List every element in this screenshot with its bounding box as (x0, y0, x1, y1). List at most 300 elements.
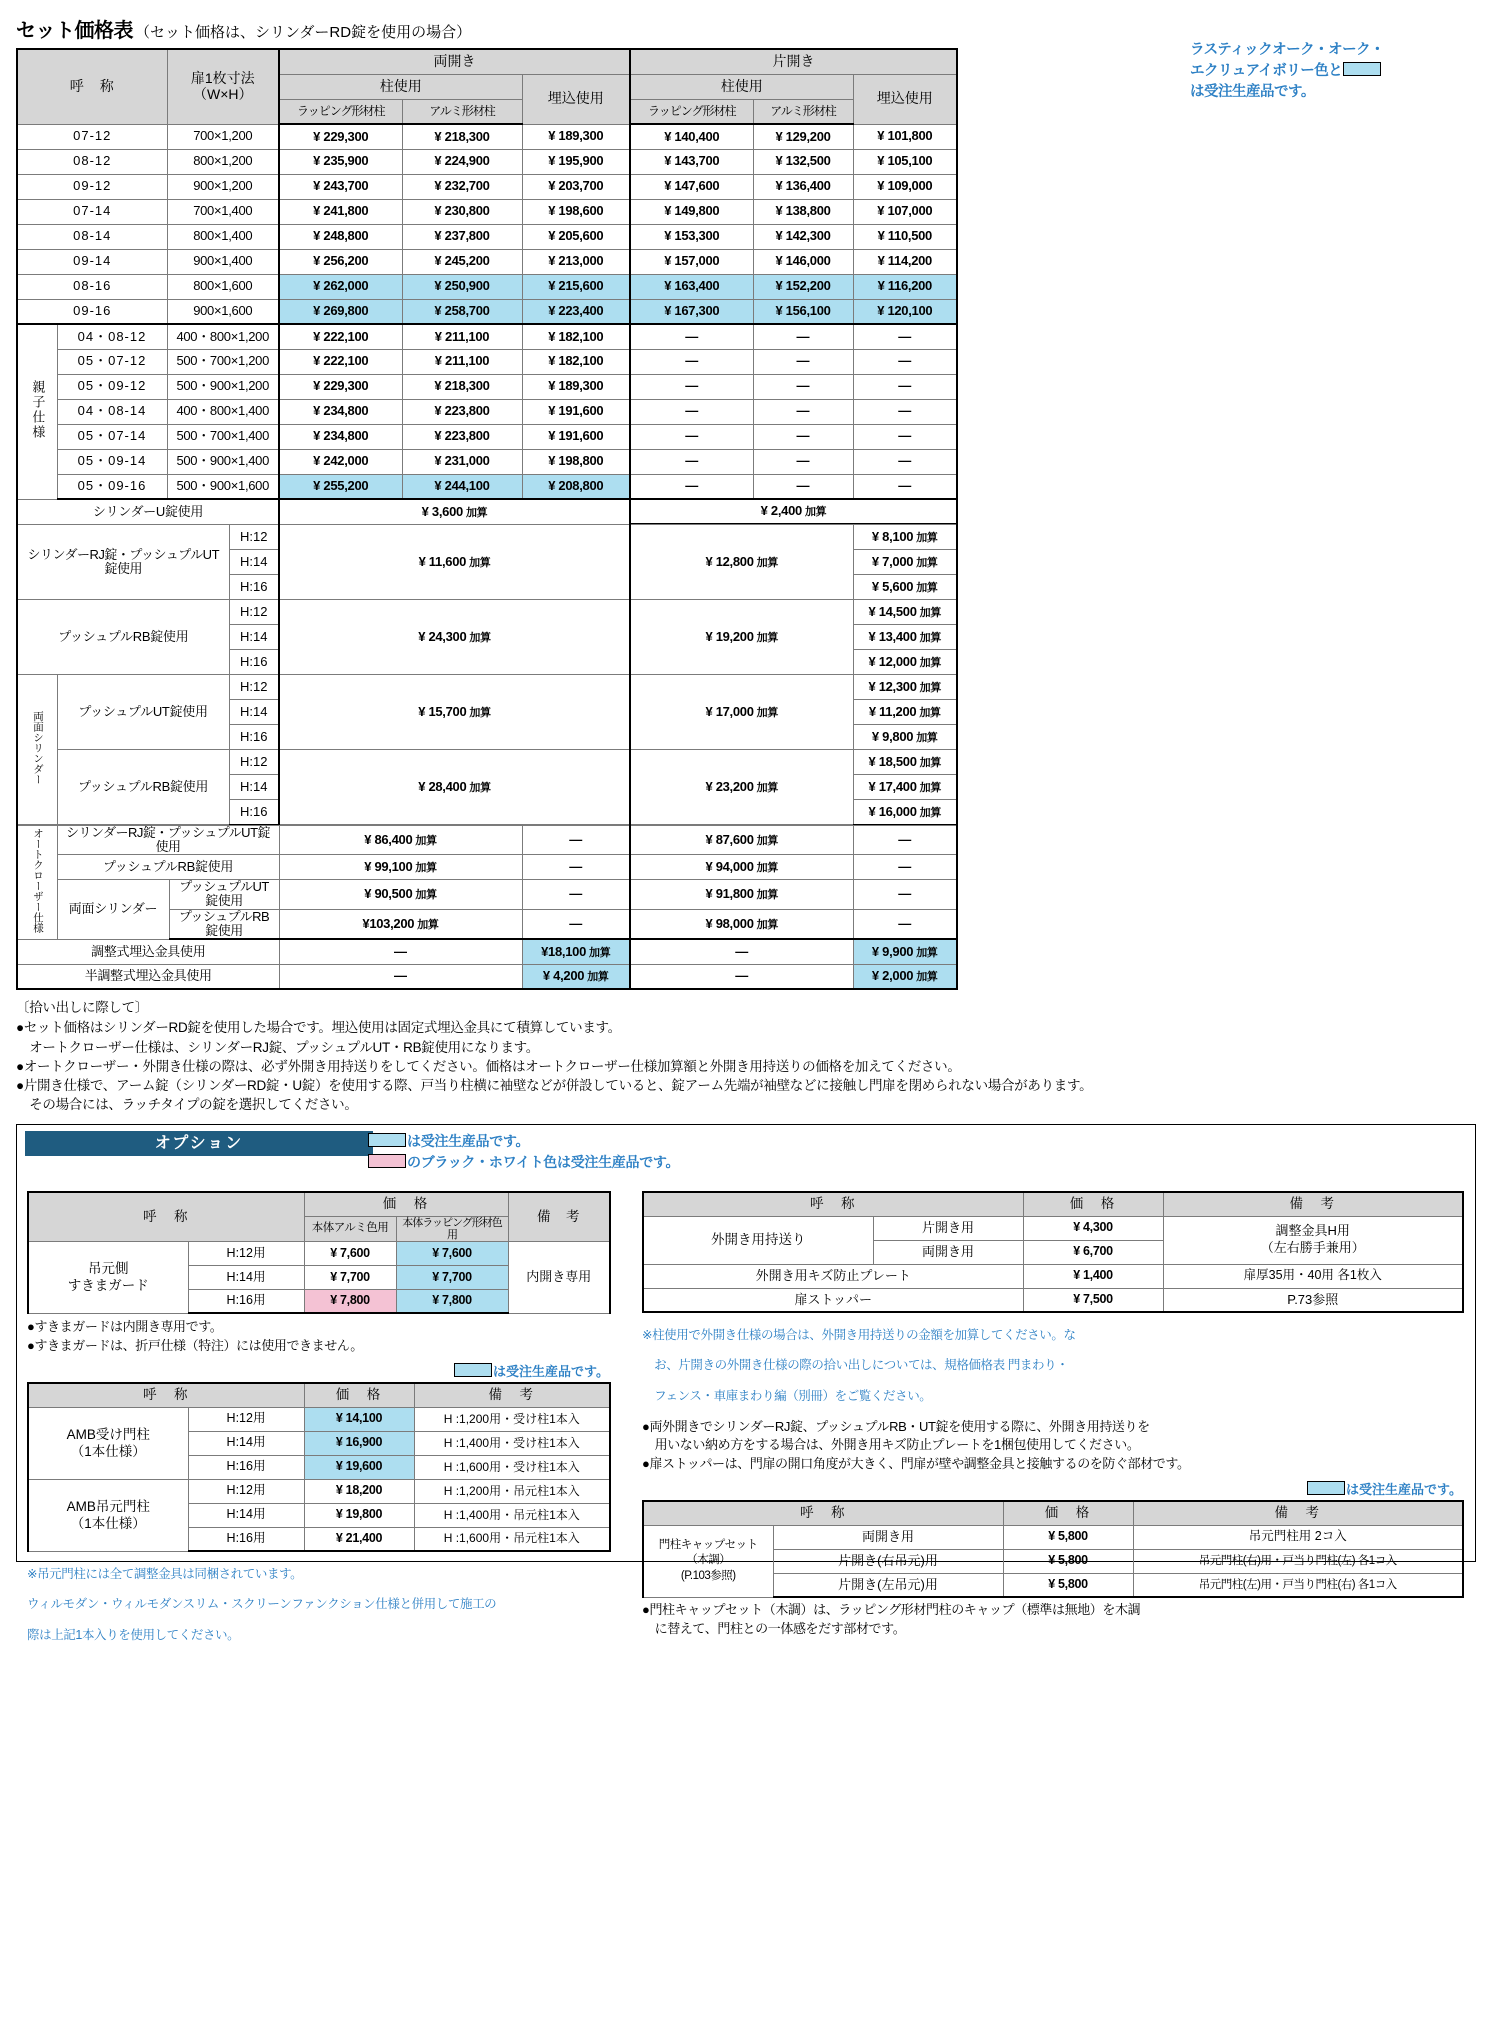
outward-price: ¥ 7,500 (1023, 1288, 1163, 1312)
cell-price: ¥ 143,700 (630, 149, 753, 174)
th-sukima-price: 価 格 (304, 1192, 508, 1216)
amb-footnote-line: ※吊元門柱には全て調整金具は同梱されています。 (27, 1566, 303, 1581)
table-row (643, 1216, 1463, 1240)
th-cap-name: 呼 称 (643, 1501, 1003, 1525)
sukima-price-wrap: ¥ 7,600 (396, 1241, 508, 1265)
amb-post-table (27, 1382, 611, 1552)
lock-opt-embed-value: ¥ 12,000 (868, 653, 917, 669)
row-dim: 400・800×1,200 (167, 324, 279, 349)
th-outward-name: 呼 称 (643, 1192, 1023, 1216)
pickup-note-item: ●オートクローザー・外開き仕様の際は、必ず外開き用持送りをしてください。価格はオートクローザー仕様加算額と外開き用持送りの価格を加えてください。 (16, 1058, 961, 1074)
cap-type: 片開き(右吊元)用 (773, 1549, 1003, 1573)
sukima-note: 内開き専用 (508, 1241, 610, 1313)
cell-price: — (853, 474, 957, 499)
lock-opt-single-value: ¥ 23,200 (705, 778, 754, 794)
th-sukima-note: 備 考 (508, 1192, 610, 1241)
lock-opt-embed (853, 725, 957, 750)
cell-price: — (853, 374, 957, 399)
cell-price: ¥ 116,200 (853, 274, 957, 299)
table-row (17, 349, 957, 374)
cell-price: ¥ 231,000 (402, 449, 522, 474)
row-name: 05・09-14 (57, 449, 167, 474)
kasan-label: 加算 (469, 781, 491, 794)
autocloser-single-embed: — (853, 825, 957, 855)
autocloser-row-sub: プッシュプルRB錠使用 (169, 909, 279, 939)
sukima-height: H:14用 (188, 1265, 304, 1289)
amb-height: H:14用 (188, 1503, 304, 1527)
cap-price: ¥ 5,800 (1003, 1549, 1133, 1573)
cell-price: ¥ 203,700 (522, 174, 630, 199)
cell-price: — (753, 449, 853, 474)
cell-price: ¥ 110,500 (853, 224, 957, 249)
bottom-sgl-post: — (630, 964, 853, 989)
lock-opt-embed-value: ¥ 13,400 (868, 628, 917, 644)
sukima-price-alumi: ¥ 7,600 (304, 1241, 396, 1265)
kasan-label: 加算 (756, 918, 779, 931)
table-row (17, 880, 957, 910)
autocloser-double (279, 909, 522, 939)
autocloser-double-value: ¥ 90,500 (364, 886, 413, 902)
autocloser-single-value: ¥ 91,800 (705, 886, 754, 902)
page-title (16, 14, 1488, 43)
row-dim: 700×1,200 (167, 124, 279, 149)
cell-price: ¥ 242,000 (279, 449, 402, 474)
row-name: 05・09-16 (57, 474, 167, 499)
cap-note: 吊元門柱用 2コ入 (1133, 1525, 1463, 1549)
cylinder-u-single-value: ¥ 2,400 (760, 503, 802, 519)
outward-note (1163, 1216, 1463, 1264)
lock-opt-embed (853, 800, 957, 825)
table-row (28, 1407, 610, 1431)
cell-price: ¥ 234,800 (279, 399, 402, 424)
cell-price: ¥ 211,100 (402, 324, 522, 349)
row-dim: 900×1,600 (167, 299, 279, 324)
th-double-embedded: 埋込使用 (522, 74, 630, 124)
amb-price: ¥ 14,100 (304, 1407, 414, 1431)
th-single-post-use: 柱使用 (630, 74, 853, 99)
kasan-label: 加算 (804, 506, 827, 519)
kasan-label: 加算 (916, 731, 938, 744)
table-row (17, 274, 957, 299)
table-row (17, 525, 957, 550)
cap-type: 両開き用 (773, 1525, 1003, 1549)
amb-group-label2: （1本仕様） (70, 1444, 146, 1460)
lock-opt-embed (853, 675, 957, 700)
cell-price: — (630, 449, 753, 474)
cell-price: — (630, 349, 753, 374)
made-to-order-line1: ラスティックオーク・オーク・ (1190, 42, 1385, 58)
outward-price: ¥ 1,400 (1023, 1264, 1163, 1288)
outward-footnotes (642, 1326, 1467, 1405)
cell-price: ¥ 109,000 (853, 174, 957, 199)
lock-opt-double-value: ¥ 11,600 (418, 553, 467, 569)
kasan-label: 加算 (919, 756, 942, 769)
lock-opt-embed-value: ¥ 5,600 (871, 578, 914, 594)
amb-price: ¥ 18,200 (304, 1479, 414, 1503)
table-row (643, 1264, 1463, 1288)
table-row (17, 825, 957, 855)
row-name: 08-14 (17, 224, 167, 249)
th-sukima-alumi: 本体アルミ色用 (304, 1216, 396, 1241)
cell-price: ¥ 262,000 (279, 274, 402, 299)
kasan-label: 加算 (417, 918, 439, 931)
kasan-label: 加算 (916, 946, 938, 959)
sukima-price-alumi: ¥ 7,700 (304, 1265, 396, 1289)
kasan-label: 加算 (916, 531, 938, 544)
autocloser-label (17, 825, 57, 939)
autocloser-double (279, 825, 522, 855)
lock-opt-double (279, 525, 630, 600)
th-single-wrap-post: ラッピング形材柱 (630, 99, 753, 124)
row-dim: 500・700×1,400 (167, 424, 279, 449)
outward-sub: 両開き用 (873, 1240, 1023, 1264)
cylinder-u-label: シリンダーU錠使用 (17, 499, 279, 524)
option-legend-pink (367, 1152, 679, 1173)
amb-note: H :1,200用・吊元柱1本入 (414, 1479, 610, 1503)
lock-opt-single-value: ¥ 17,000 (705, 703, 754, 719)
kasan-label: 加算 (916, 581, 938, 594)
amb-note: H :1,600用・受け柱1本入 (414, 1455, 610, 1479)
option-section (16, 1124, 1476, 1642)
cell-price: ¥ 152,200 (753, 274, 853, 299)
lock-opt-double (279, 600, 630, 675)
table-row (17, 374, 957, 399)
sukima-price-wrap: ¥ 7,700 (396, 1265, 508, 1289)
lock-opt-single (630, 675, 853, 750)
option-legend-blue (367, 1131, 679, 1152)
cell-price: — (630, 399, 753, 424)
table-row (17, 124, 957, 149)
cell-price: ¥ 189,300 (522, 374, 630, 399)
outward-opening-table (642, 1191, 1464, 1313)
pickup-note-item: その場合には、ラッチタイプの錠を選択してください。 (16, 1097, 358, 1113)
cap-price: ¥ 5,800 (1003, 1525, 1133, 1549)
pink-swatch-icon (368, 1154, 406, 1168)
autocloser-single (630, 825, 853, 855)
amb-note: H :1,600用・吊元柱1本入 (414, 1527, 610, 1551)
option-left-column (27, 1191, 627, 1656)
outward-bullet: 用いない納め方をする場合は、外開き用キズ防止プレートを1梱包使用してください。 (642, 1437, 1140, 1453)
cell-price: ¥ 223,800 (402, 424, 522, 449)
kasan-label: 加算 (919, 681, 942, 694)
option-legend (367, 1131, 679, 1173)
made-to-order-line3: は受注生産品です。 (1190, 84, 1315, 101)
lock-opt-embed (853, 575, 957, 600)
cell-price: ¥ 105,100 (853, 149, 957, 174)
autocloser-row-label: プッシュプルRB錠使用 (57, 855, 279, 880)
cell-price: ¥ 198,600 (522, 199, 630, 224)
th-single-open: 片開き (630, 49, 957, 74)
kasan-label: 加算 (469, 556, 491, 569)
th-double-wrap-post: ラッピング形材柱 (279, 99, 402, 124)
cell-price: — (853, 399, 957, 424)
sukima-price-wrap: ¥ 7,800 (396, 1289, 508, 1313)
table-row (17, 299, 957, 324)
cylinder-u-double (279, 499, 630, 524)
height-label: H:14 (229, 625, 279, 650)
lock-opt-embed (853, 550, 957, 575)
autocloser-single-value: ¥ 98,000 (705, 915, 754, 931)
table-row (28, 1241, 610, 1265)
cell-price: ¥ 138,800 (753, 199, 853, 224)
lock-opt-embed (853, 750, 957, 775)
kasan-label: 加算 (756, 556, 779, 569)
row-name: 09-12 (17, 174, 167, 199)
lock-opt-embed (853, 625, 957, 650)
autocloser-single-embed: — (853, 909, 957, 939)
outward-note: 扉厚35用・40用 各1枚入 (1163, 1264, 1463, 1288)
outward-label: 扉ストッパー (643, 1288, 1023, 1312)
kasan-label: 加算 (756, 631, 779, 644)
outward-note-line2: （左右勝手兼用） (1260, 1240, 1365, 1256)
cap-note: 吊元門柱(左)用・戸当り門柱(右) 各1コ入 (1133, 1573, 1463, 1597)
cell-price: ¥ 250,900 (402, 274, 522, 299)
row-name: 08-12 (17, 149, 167, 174)
cell-price: ¥ 229,300 (279, 124, 402, 149)
cap-footnotes (642, 1601, 1467, 1639)
cell-price: ¥ 167,300 (630, 299, 753, 324)
lock-opt-single-value: ¥ 19,200 (705, 628, 754, 644)
kasan-label: 加算 (415, 861, 437, 874)
bottom-dbl-post: — (279, 964, 522, 989)
bottom-sgl-embed (853, 964, 957, 989)
row-name: 08-16 (17, 274, 167, 299)
bottom-sgl-embed (853, 939, 957, 964)
autocloser-single-embed: — (853, 855, 957, 880)
cell-price: — (853, 324, 957, 349)
cell-price: ¥ 243,700 (279, 174, 402, 199)
lock-opt-label: シリンダーRJ錠・プッシュプルUT錠使用 (17, 525, 229, 600)
kasan-label: 加算 (756, 861, 779, 874)
amb-height: H:14用 (188, 1431, 304, 1455)
kasan-label: 加算 (589, 946, 611, 959)
kasan-label: 加算 (415, 834, 437, 847)
sukima-bullets (27, 1318, 627, 1356)
page-title-sub: （セット価格は、シリンダーRD錠を使用の場合） (135, 24, 472, 41)
th-sukima-wrap: 本体ラッピング形材色用 (396, 1216, 508, 1241)
cell-price: ¥ 234,800 (279, 424, 402, 449)
autocloser-single-embed: — (853, 880, 957, 910)
pickup-note-item: オートクローザー仕様は、シリンダーRJ錠、プッシュプルUT・RB錠使用になります。 (16, 1039, 540, 1055)
kasan-label: 加算 (919, 656, 942, 669)
table-row (17, 964, 957, 989)
cell-price: ¥ 235,900 (279, 149, 402, 174)
cell-price: ¥ 101,800 (853, 124, 957, 149)
kasan-label: 加算 (756, 781, 779, 794)
blue-swatch-icon (1343, 62, 1381, 76)
cap-legend-text: は受注生産品です。 (1346, 1482, 1462, 1498)
cell-price: ¥ 244,100 (402, 474, 522, 499)
lock-opt-embed-value: ¥ 17,400 (868, 778, 917, 794)
cell-price: ¥ 182,100 (522, 324, 630, 349)
amb-note: H :1,200用・受け柱1本入 (414, 1407, 610, 1431)
cell-price: ¥ 211,100 (402, 349, 522, 374)
autocloser-double-value: ¥103,200 (362, 915, 415, 931)
table-row (17, 939, 957, 964)
th-double-alumi-post: アルミ形材柱 (402, 99, 522, 124)
th-dimension-l1: 扉1枚寸法 (190, 70, 255, 87)
height-label: H:12 (229, 675, 279, 700)
outward-bullet: ●両外開きでシリンダーRJ錠、プッシュプルRB・UT錠を使用する際に、外開き用持送りを (642, 1418, 1150, 1434)
cell-price: ¥ 213,000 (522, 249, 630, 274)
blue-swatch-icon (1307, 1481, 1345, 1495)
amb-height: H:16用 (188, 1455, 304, 1479)
row-name: 05・09-12 (57, 374, 167, 399)
cell-price: ¥ 195,900 (522, 149, 630, 174)
kasan-label: 加算 (465, 506, 488, 519)
height-label: H:14 (229, 775, 279, 800)
cap-type: 片開き(左吊元)用 (773, 1573, 1003, 1597)
table-row (17, 149, 957, 174)
cap-label2: （木調） (686, 1554, 731, 1567)
outward-price: ¥ 4,300 (1023, 1216, 1163, 1240)
cell-price: ¥ 248,800 (279, 224, 402, 249)
main-rows-body (17, 124, 957, 524)
amb-group-label1: AMB吊元門柱 (66, 1498, 150, 1514)
cell-price: ¥ 224,900 (402, 149, 522, 174)
autocloser-row-label: シリンダーRJ錠・プッシュプルUT錠使用 (57, 825, 279, 855)
kasan-label: 加算 (469, 706, 491, 719)
table-row (17, 249, 957, 274)
sukima-row-label2: すきまガード (67, 1278, 149, 1294)
row-dim: 500・900×1,200 (167, 374, 279, 399)
cell-price: ¥ 218,300 (402, 124, 522, 149)
autocloser-single-value: ¥ 87,600 (705, 831, 754, 847)
amb-footnote (27, 1565, 627, 1644)
cell-price: ¥ 223,800 (402, 399, 522, 424)
bottom-sgl-post: — (630, 939, 853, 964)
cell-price: ¥ 222,100 (279, 349, 402, 374)
cell-price: ¥ 149,800 (630, 199, 753, 224)
amb-price: ¥ 19,600 (304, 1455, 414, 1479)
cell-price: ¥ 222,100 (279, 324, 402, 349)
height-label: H:12 (229, 600, 279, 625)
option-legend-blue-text: は受注生産品です。 (407, 1133, 530, 1150)
table-row (17, 449, 957, 474)
lock-opt-double (279, 750, 630, 825)
bottom-dbl-embed-value: ¥18,100 (541, 943, 587, 959)
autocloser-double-embed: — (522, 880, 630, 910)
cell-price: — (853, 349, 957, 374)
sukima-bullet: ●すきまガードは内開き専用です。 (27, 1319, 223, 1335)
lock-opt-embed (853, 600, 957, 625)
table-row-cylinder-u (17, 499, 957, 524)
pickup-note-item: ●片開き仕様で、アーム錠（シリンダーRD錠・U錠）を使用する際、戸当り柱横に袖壁などが併設していると、錠アーム先端が袖壁などに接触し門扉を閉められない場合があります。 (16, 1077, 1093, 1093)
amb-price: ¥ 16,900 (304, 1431, 414, 1455)
cell-price: ¥ 269,800 (279, 299, 402, 324)
cell-price: — (630, 424, 753, 449)
cell-price: — (753, 374, 853, 399)
cell-price: ¥ 153,300 (630, 224, 753, 249)
height-label: H:12 (229, 525, 279, 550)
table-row (17, 675, 957, 700)
lock-option-table (16, 524, 958, 826)
cell-price: ¥ 157,000 (630, 249, 753, 274)
sukima-height: H:12用 (188, 1241, 304, 1265)
outward-note: P.73参照 (1163, 1288, 1463, 1312)
autocloser-double-embed: — (522, 909, 630, 939)
row-dim: 800×1,400 (167, 224, 279, 249)
cell-price: — (853, 449, 957, 474)
autocloser-both-cylinder (57, 880, 169, 940)
cell-price: ¥ 256,200 (279, 249, 402, 274)
row-dim: 500・900×1,600 (167, 474, 279, 499)
page-title-main: セット価格表 (16, 20, 133, 42)
cap-price: ¥ 5,800 (1003, 1573, 1133, 1597)
outward-label: 外開き用持送り (643, 1216, 873, 1264)
kasan-label: 加算 (756, 834, 779, 847)
lock-opt-double (279, 675, 630, 750)
lock-opt-label: プッシュプルRB錠使用 (17, 600, 229, 675)
row-name: 07-12 (17, 124, 167, 149)
row-dim: 800×1,200 (167, 149, 279, 174)
kasan-label: 加算 (919, 631, 942, 644)
blue-swatch-icon (454, 1363, 492, 1377)
cell-price: ¥ 156,100 (753, 299, 853, 324)
outward-bullet: ●扉ストッパーは、門扉の開口角度が大きく、門扉が壁や調整金具と接触するのを防ぐ部材です。 (642, 1456, 1190, 1472)
autocloser-double-embed: — (522, 855, 630, 880)
th-single-embedded: 埋込使用 (853, 74, 957, 124)
autocloser-double-value: ¥ 86,400 (364, 831, 413, 847)
table-row (28, 1479, 610, 1503)
amb-note: H :1,400用・吊元柱1本入 (414, 1503, 610, 1527)
row-dim: 900×1,200 (167, 174, 279, 199)
lock-opt-embed (853, 650, 957, 675)
table-row (17, 750, 957, 775)
cell-price: — (753, 399, 853, 424)
autocloser-single (630, 909, 853, 939)
th-name: 呼 称 (17, 49, 167, 124)
oyako-label-text: 親子仕様 (30, 380, 46, 441)
cell-price: ¥ 229,300 (279, 374, 402, 399)
table-row (17, 474, 957, 499)
outward-price: ¥ 6,700 (1023, 1240, 1163, 1264)
cylinder-u-single (630, 499, 957, 524)
height-label: H:16 (229, 725, 279, 750)
autocloser-single (630, 855, 853, 880)
lock-opt-embed-value: ¥ 14,500 (868, 603, 917, 619)
cell-price: ¥ 140,400 (630, 124, 753, 149)
cell-price: ¥ 215,600 (522, 274, 630, 299)
cell-price: ¥ 182,100 (522, 349, 630, 374)
table-row (17, 399, 957, 424)
cell-price: ¥ 142,300 (753, 224, 853, 249)
th-outward-price: 価 格 (1023, 1192, 1163, 1216)
row-name: 04・08-12 (57, 324, 167, 349)
cell-price: ¥ 230,800 (402, 199, 522, 224)
row-name: 05・07-14 (57, 424, 167, 449)
outward-sub: 片開き用 (873, 1216, 1023, 1240)
bottom-dbl-embed-value: ¥ 4,200 (542, 968, 585, 984)
cell-price: ¥ 129,200 (753, 124, 853, 149)
autocloser-double-value: ¥ 99,100 (364, 858, 413, 874)
cell-price: — (630, 474, 753, 499)
cell-price: ¥ 232,700 (402, 174, 522, 199)
bottom-dbl-post: — (279, 939, 522, 964)
lock-opt-embed-value: ¥ 7,000 (871, 553, 914, 569)
cell-price: — (630, 324, 753, 349)
table-row (643, 1525, 1463, 1549)
autocloser-double (279, 855, 522, 880)
th-amb-note: 備 考 (414, 1383, 610, 1407)
made-to-order-note (1190, 40, 1490, 103)
outward-footnote-line: ※柱使用で外開き仕様の場合は、外開き用持送りの金額を加算してください。な (642, 1327, 1076, 1342)
amb-group-label1: AMB受け門柱 (66, 1426, 150, 1442)
amb-group-label (28, 1479, 188, 1551)
th-cap-note: 備 考 (1133, 1501, 1463, 1525)
amb-height: H:12用 (188, 1407, 304, 1431)
both-side-cylinder-label (17, 675, 57, 825)
